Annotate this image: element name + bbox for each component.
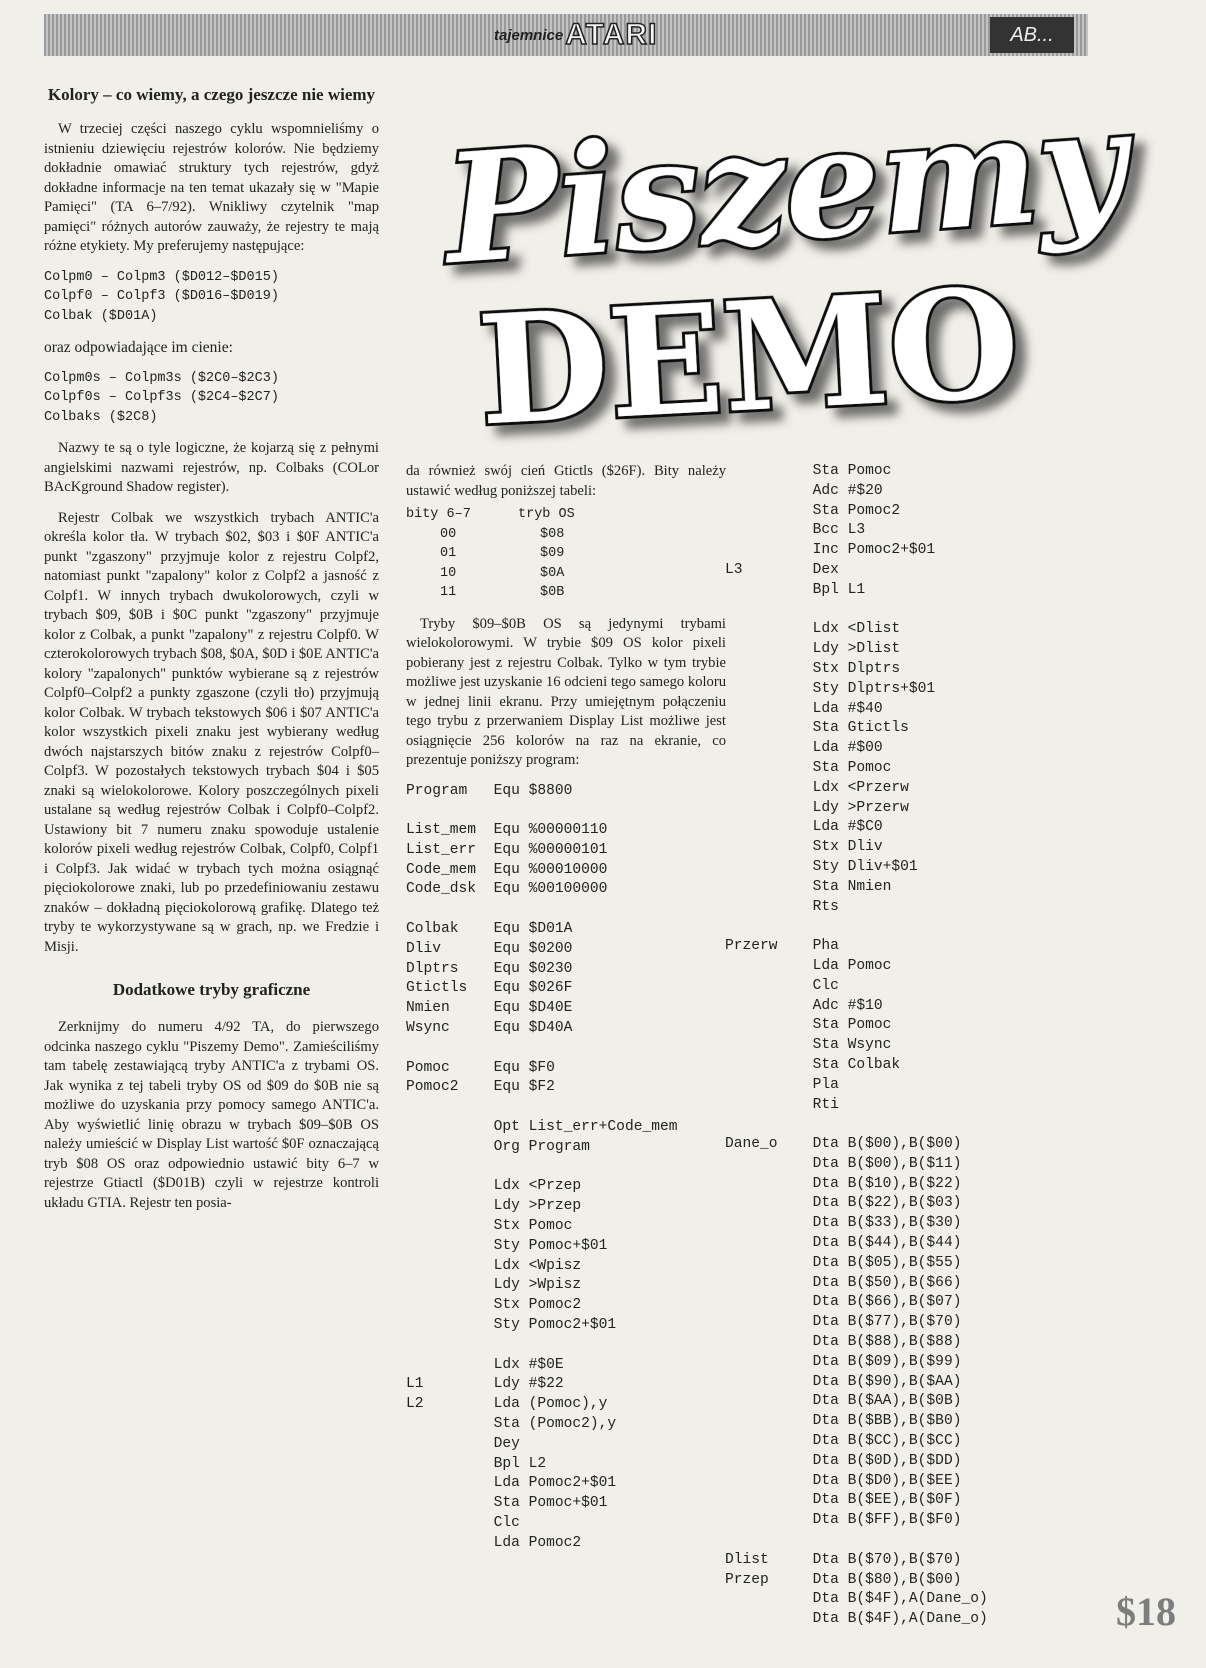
assembler-listing-part-1: Program Equ $8800 List_mem Equ %00000110 List_err Equ %00000101 Code_mem Equ %00010000 Code_dsk Equ %00100000 Colbak Equ $D01A Dliv Equ $0200 Dlptrs Equ $0230 Gtictls Equ $026F Nmien Equ $D40E Wsync Equ $D40A Pomoc Equ $F0 Pomoc2 Equ $F2 Opt List_err+Code_mem Org Program Ldx <Przep Ldy >Przep Stx Pomoc Sty Pomoc+$01 Ldx <Wpisz Ldy >Wpisz Stx Pomoc2 Sty Pomoc2+$01 Ldx #$0E L1 Ldy #$22 L2 Lda (Pomoc),y Sta (Pomoc2),y Dey Bpl L2 Lda Pomoc2+$01 Sta Pomoc+$01 Clc Lda Pomoc2 bbox=[406, 782, 678, 1551]
table-header-row bbox=[406, 505, 575, 525]
table-row bbox=[406, 525, 575, 545]
left-column bbox=[44, 84, 379, 1224]
table-header-cell: bity 6–7 bbox=[406, 507, 471, 522]
paragraph: oraz odpowiadające im cienie: bbox=[44, 339, 233, 356]
table-cell: $09 bbox=[540, 546, 565, 561]
page-number: $18 bbox=[1116, 1589, 1176, 1634]
paragraph: W trzeciej części naszego cyklu wspomnieliśmy o istnieniu dziewięciu rejestrów kolorów. Nie będziemy dokładnie omawiać struktury tych rejestrów, gdyż dokładne informacje na ten temat ukazały się w "Mapie Pamięci" (TA 6–7/92). Wnikliwy czytelnik "map pamięci" różnych autorów zauważy, że rejestry te mają różne etykiety. My preferujemy następujące: bbox=[44, 121, 379, 254]
table-cell: 10 bbox=[440, 565, 457, 581]
table-row bbox=[406, 564, 575, 584]
table-cell: 00 bbox=[440, 526, 457, 542]
title-artwork bbox=[438, 75, 1132, 460]
table-cell: 11 bbox=[440, 585, 457, 600]
table-row bbox=[406, 583, 575, 603]
right-column bbox=[725, 462, 1090, 1630]
table-cell: $08 bbox=[540, 526, 565, 542]
section-heading-colors: Kolory – co wiemy, a czego jeszcze nie wiemy bbox=[47, 85, 376, 104]
page-header-banner bbox=[44, 14, 1088, 56]
brand-small-text: tajemnice bbox=[494, 26, 564, 44]
paragraph: Nazwy te są o tyle logiczne, że kojarzą się z pełnymi angielskimi nazwami rejestrów, np. Colbaks (COLor BAcKground Shadow register). bbox=[44, 440, 379, 495]
paragraph: Zerknijmy do numeru 4/92 TA, do pierwszego odcinka naszego cyklu "Piszemy Demo". Zamieściliśmy tam tabelę zestawiającą tryby ANTIC'a z trybami OS. Jak wynika z tej tabeli tryby OS od $09 do $0B nie są możliwe do uzyskania przy pomocy samego ANTIC'a. Aby wyświetlić linię obrazu w trybach $09–$0B OS należy umieścić w Display List wartość $0F oznaczającą tryb $08 OS oraz odpowiednio ustawić bity 6–7 w rejestrze Gtiactl ($D01B) czyli w rejestrze kontroli układu GTIA. Rejestr ten posia- bbox=[44, 1019, 379, 1211]
gtia-mode-table bbox=[406, 505, 575, 603]
table-header-cell: tryb OS bbox=[518, 507, 575, 522]
table-cell: 01 bbox=[440, 546, 457, 561]
paragraph: Tryby $09–$0B OS są jedynymi trybami wielokolorowymi. W trybie $09 OS kolor pixeli pobierany jest z rejestru Colbak. Tylko w tym trybie możliwe jest uzyskanie 16 odcieni tego samego koloru w jednej linii ekranu. Przy umiejętnym połączeniu tego trybu z przerwaniem Display List możliwe jest osiągnięcie 256 kolorów na raz na ekranie, co prezentuje poniższy program: bbox=[406, 615, 726, 768]
assembler-listing-part-2: Sta Pomoc Adc #$20 Sta Pomoc2 Bcc L3 Inc Pomoc2+$01 L3 Dex Bpl L1 Ldx <Dlist Ldy >Dlist Stx Dlptrs Sty Dlptrs+$01 Lda #$40 Sta Gtictls Lda #$00 Sta Pomoc Ldx <Przerw Ldy >Przerw Lda #$C0 Stx Dliv Sty Dliv+$01 Sta Nmien Rts Przerw Pha Lda Pomoc Clc Adc #$10 Sta Pomoc Sta Wsync Sta Colbak Pla Rti Dane_o Dta B($00),B($00) Dta B($00),B($11) Dta B($10),B($22) Dta B($22),B($03) Dta B($33),B($30) Dta B($44),B($44) Dta B($05),B($55) Dta B($50),B($66) Dta B($66),B($07) Dta B($77),B($70) Dta B($88),B($88) Dta B($09),B($99) Dta B($90),B($AA) Dta B($AA),B($0B) Dta B($BB),B($B0) Dta B($CC),B($CC) Dta B($0D),B($DD) Dta B($D0),B($EE) Dta B($EE),B($0F) Dta B($FF),B($F0) Dlist Dta B($70),B($70) Przep Dta B($80),B($00) Dta B($4F),A(Dane_o) Dta B($4F),A(Dane_o) bbox=[725, 463, 988, 1628]
title-line-2: DEMO bbox=[474, 255, 1024, 460]
table-row bbox=[406, 544, 575, 564]
section-heading-extra-modes: Dodatkowe tryby graficzne bbox=[112, 980, 311, 999]
code-block-shadow-registers: Colpm0s – Colpm3s ($2C0–$2C3) Colpf0s – Colpf3s ($2C4–$2C7) Colbaks ($2C8) bbox=[44, 370, 279, 425]
paragraph: Rejestr Colbak we wszystkich trybach ANTIC'a określa kolor tła. W trybach $02, $03 i $0F ANTIC'a punkt "zgaszony" przyjmuje kolor z rejestru Colpf2, natomiast punkt "zapalony" kolor z Colpf2 a jasność z Colpf1. W innych trybach dwukolorowych, czyli w trybach $09, $0B i $0C punkt "zgaszony" przyjmuje kolor z Colbak, a punkt "zapalony" z rejestru Colpf0. W czterokolorowych trybach $08, $0A, $0D i $0E ANTIC'a kolory "zapalonych" punktów wybierane są z rejestrów Colpf0–Colpf2 a punkty zgaszone (czyli tło) przyjmują kolor Colbak. W trybach tekstowych $06 i $07 ANTIC'a kolor wszystkich pixeli znaku jest wybierany według dwóch najstarszych bitów znaku z rejestrów Colpf0–Colpf3. W pozostałych tekstowych trybach $04 i $05 znaki są wielokolorowe. Kolory poszczególnych pixeli ustalane są według rejestrów Colbak i Colpf0–Colpf2. Ustawiony bit 7 numeru znaku spowoduje ustalenie kolorów pixeli według rejestrów Colbak, Colpf0, Colpf1 i Colpf3. Jak widać w trybach tych można osiągnąć pięciokolorowe znaki, lub po przedefiniowaniu zestawu znaków – dokładną pięciokolorową grafikę. Dlatego też tryby te wykorzystywane są w grach, np. we Fredzie i Misji. bbox=[44, 509, 379, 955]
table-cell: $0B bbox=[540, 585, 565, 600]
code-block-color-registers: Colpm0 – Colpm3 ($D012–$D015) Colpf0 – Colpf3 ($D016–$D019) Colbak ($D01A) bbox=[44, 269, 279, 324]
paragraph: da również swój cień Gtictls ($26F). Bity należy ustawić według poniższej tabeli: bbox=[406, 463, 726, 499]
magazine-section-brand bbox=[494, 18, 657, 52]
table-cell: $0A bbox=[540, 565, 565, 581]
section-tag: AB... bbox=[990, 17, 1074, 53]
middle-column bbox=[406, 462, 726, 1554]
title-line-1: Piszemy bbox=[439, 75, 1132, 299]
bleed-through-decoration bbox=[385, 90, 425, 450]
atari-logo: ATARI bbox=[565, 18, 658, 51]
